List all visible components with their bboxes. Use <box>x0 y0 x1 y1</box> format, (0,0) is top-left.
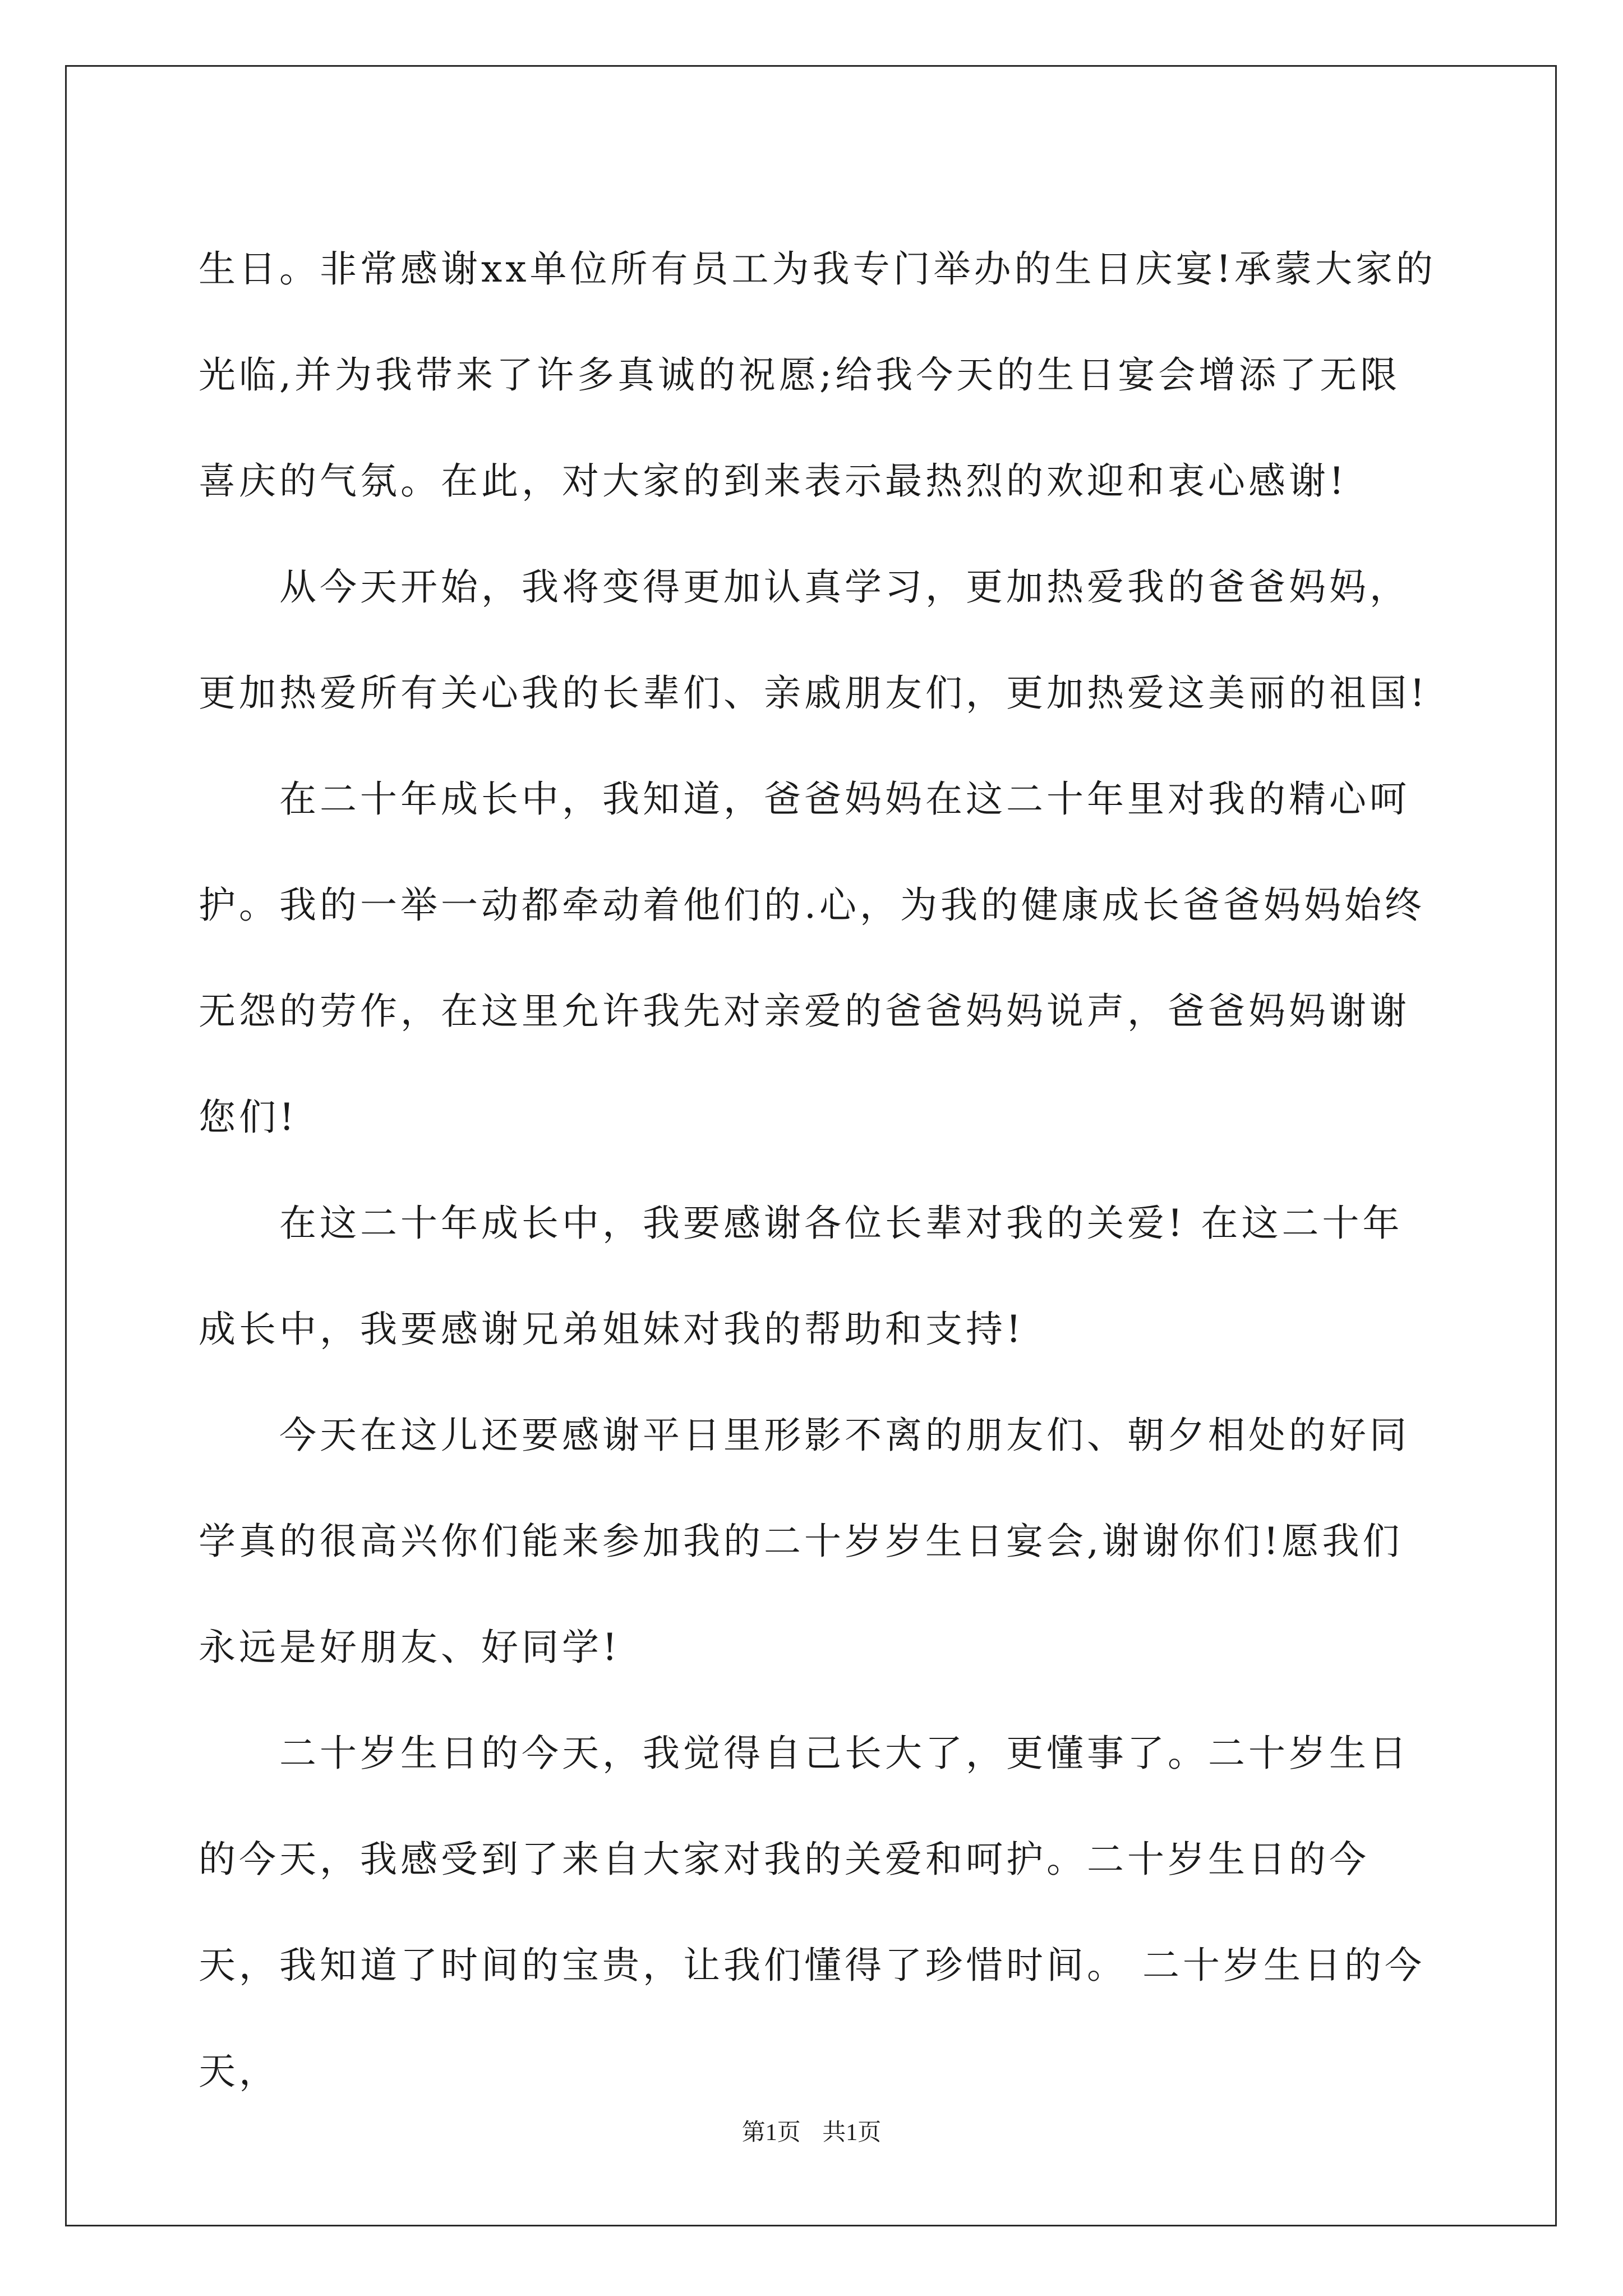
paragraph-5: 今天在这儿还要感谢平日里形影不离的朋友们、朝夕相处的好同学真的很高兴你们能来参加我的二十岁岁生日宴会,谢谢你们!愿我们永远是好朋友、好同学! <box>199 1414 1410 1669</box>
page-number: 第1页 <box>741 2120 801 2146</box>
paragraph-1: 生日。非常感谢xx单位所有员工为我专门举办的生日庆宴!承蒙大家的光临,并为我带来了许多真诚的祝愿;给我今天的生日宴会增添了无限喜庆的气氛。在此，对大家的到来表示最热烈的欢迎和衷心感谢! <box>199 247 1436 503</box>
paragraph-4: 在这二十年成长中，我要感谢各位长辈对我的关爱! 在这二十年成长中，我要感谢兄弟姐妹对我的帮助和支持! <box>199 1202 1403 1351</box>
paragraph-6: 二十岁生日的今天，我觉得自己长大了，更懂事了。二十岁生日的今天，我感受到了来自大家对我的关爱和呵护。二十岁生日的今天，我知道了时间的宝贵，让我们懂得了珍惜时间。 二十岁生日的今天， <box>199 1732 1425 2093</box>
page-footer <box>0 2114 1623 2147</box>
paragraph-3: 在二十年成长中，我知道，爸爸妈妈在这二十年里对我的精心呵护。我的一举一动都牵动着他们的.心，为我的健康成长爸爸妈妈始终无怨的劳作，在这里允许我先对亲爱的爸爸妈妈说声，爸爸妈妈谢谢您们! <box>199 777 1425 1139</box>
document-body <box>199 216 1438 2124</box>
paragraph-2: 从今天开始，我将变得更加认真学习，更加热爱我的爸爸妈妈，更加热爱所有关心我的长辈们、亲戚朋友们，更加热爱这美丽的祖国! <box>199 565 1428 715</box>
page-total: 共1页 <box>822 2120 882 2146</box>
